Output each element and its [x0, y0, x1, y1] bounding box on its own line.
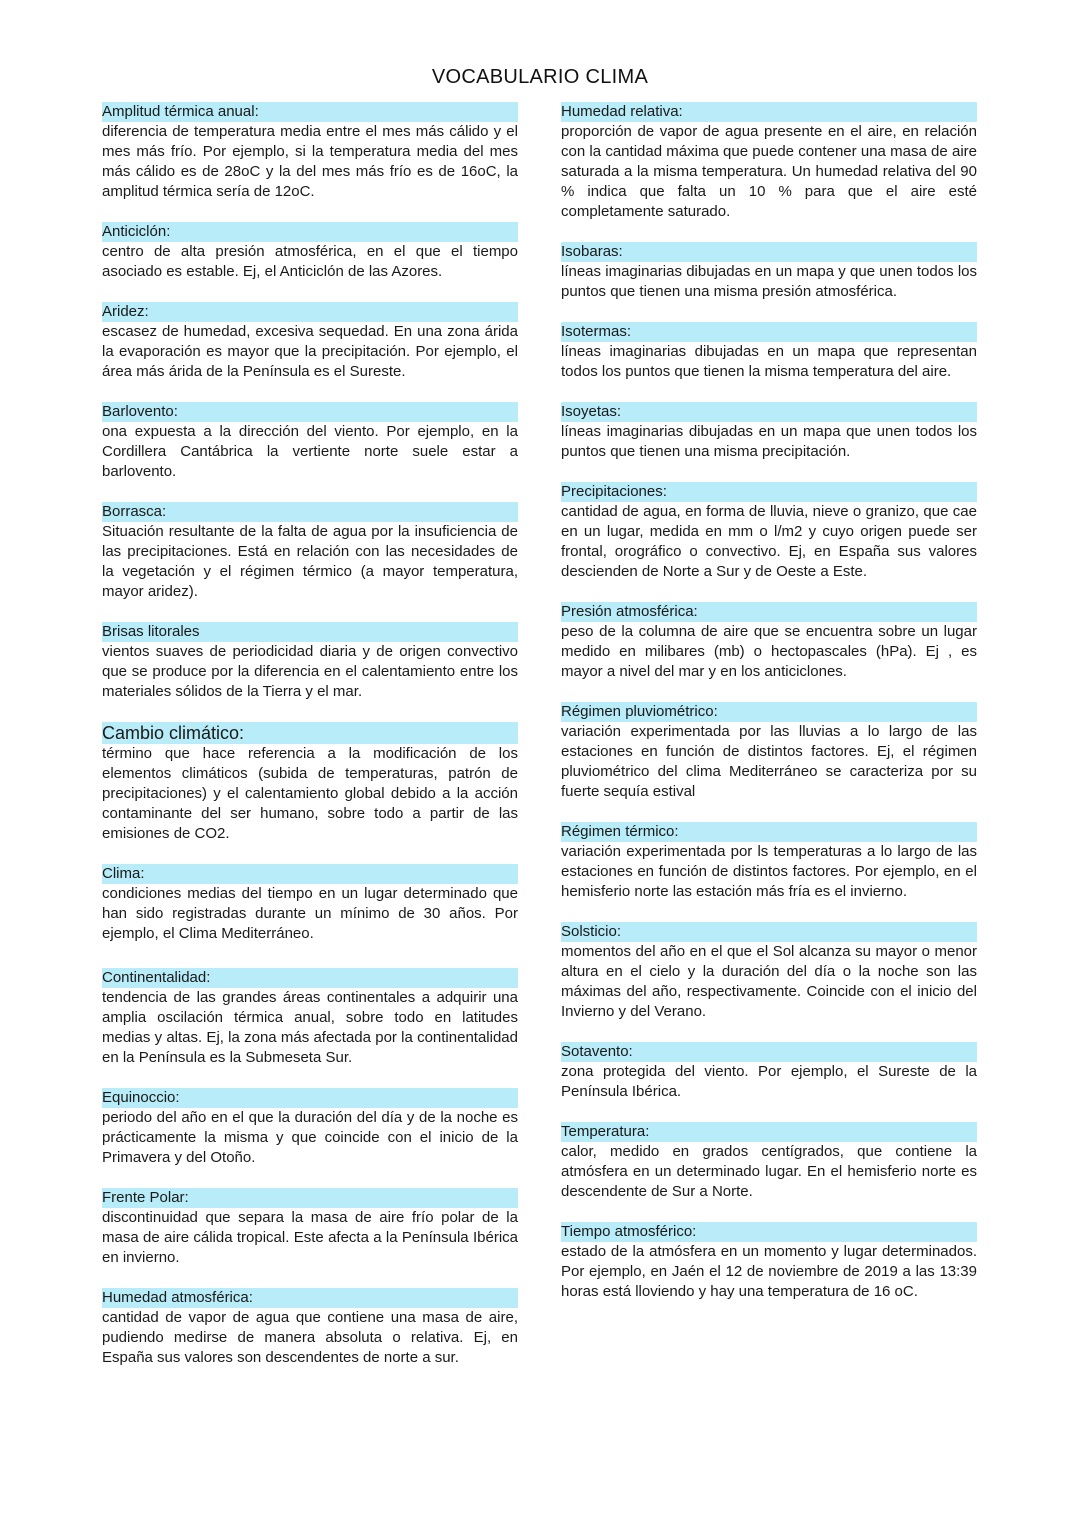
- glossary-entry: [102, 302, 518, 382]
- glossary-term: Presión atmosférica:: [561, 602, 977, 622]
- glossary-definition: momentos del año en el que el Sol alcanza su mayor o menor altura en el cielo y la duración del día o la noche son las máximas del año, respectivamente. Coincide con el inicio del Invierno y del Verano.: [561, 943, 977, 1020]
- glossary-definition: líneas imaginarias dibujadas en un mapa que unen todos los puntos que tienen una misma precipitación.: [561, 423, 977, 460]
- glossary-definition: proporción de vapor de agua presente en el aire, en relación con la cantidad máxima que puede contener una masa de aire saturada a la misma temperatura. Un humedad relativa del 90 % indica que falta un 10 % para que el aire esté completamente saturado.: [561, 123, 977, 220]
- glossary-term: Régimen pluviométrico:: [561, 702, 977, 722]
- glossary-definition: ona expuesta a la dirección del viento. Por ejemplo, en la Cordillera Cantábrica la vertiente norte suele estar a barlovento.: [102, 423, 518, 480]
- glossary-term: Temperatura:: [561, 1122, 977, 1142]
- glossary-entry: [561, 1122, 977, 1202]
- glossary-term: Equinoccio:: [102, 1088, 518, 1108]
- glossary-definition: líneas imaginarias dibujadas en un mapa que representan todos los puntos que tienen la misma temperatura del aire.: [561, 343, 977, 380]
- glossary-entry: [102, 1288, 518, 1368]
- glossary-definition: vientos suaves de periodicidad diaria y de origen convectivo que se produce por la diferencia en el calentamiento entre los materiales sólidos de la Tierra y el mar.: [102, 643, 518, 700]
- glossary-term: Frente Polar:: [102, 1188, 518, 1208]
- glossary-term: Sotavento:: [561, 1042, 977, 1062]
- glossary-term: Régimen térmico:: [561, 822, 977, 842]
- glossary-definition: cantidad de agua, en forma de lluvia, nieve o granizo, que cae en un lugar, medida en mm o l/m2 y cuyo origen puede ser frontal, orográfico o convectivo. Ej, en España sus valores descienden de Norte a Sur y de Oeste a Este.: [561, 503, 977, 580]
- glossary-definition: centro de alta presión atmosférica, en el que el tiempo asociado es estable. Ej, el Anticiclón de las Azores.: [102, 243, 518, 280]
- glossary-entry: [102, 502, 518, 602]
- glossary-definition: discontinuidad que separa la masa de aire frío polar de la masa de aire cálida tropical. Este afecta a la Península Ibérica en invierno.: [102, 1209, 518, 1266]
- glossary-definition: término que hace referencia a la modificación de los elementos climáticos (subida de temperaturas, patrón de precipitaciones) y el calentamiento global debido a la acción contaminante del ser humano, sobre todo a partir de las emisiones de CO2.: [102, 745, 518, 842]
- glossary-definition: escasez de humedad, excesiva sequedad. En una zona árida la evaporación es mayor que la precipitación. Por ejemplo, el área más árida de la Península es el Sureste.: [102, 323, 518, 380]
- glossary-entry: [102, 1088, 518, 1168]
- glossary-term: Aridez:: [102, 302, 518, 322]
- glossary-term: Isoyetas:: [561, 402, 977, 422]
- glossary-entry: [102, 222, 518, 282]
- glossary-term: Anticiclón:: [102, 222, 518, 242]
- glossary-definition: calor, medido en grados centígrados, que contiene la atmósfera en un determinado lugar. En el hemisferio norte es descendente de Sur a Norte.: [561, 1143, 977, 1200]
- glossary-term: Isobaras:: [561, 242, 977, 262]
- glossary-entry: [102, 1188, 518, 1268]
- glossary-entry: [561, 402, 977, 462]
- glossary-entry: [561, 102, 977, 222]
- right-column: [561, 102, 977, 1322]
- glossary-term: Barlovento:: [102, 402, 518, 422]
- glossary-entry: [102, 864, 518, 944]
- glossary-term: Brisas litorales: [102, 622, 518, 642]
- glossary-term: Cambio climático:: [102, 722, 518, 744]
- glossary-definition: variación experimentada por las lluvias a lo largo de las estaciones en función de distintos factores. Ej, el régimen pluviométrico del clima Mediterráneo se caracteriza por su fuerte sequía estival: [561, 723, 977, 800]
- glossary-definition: peso de la columna de aire que se encuentra sobre un lugar medido en milibares (mb) o hectopascales (hPa). Ej , es mayor a nivel del mar y en los anticiclones.: [561, 623, 977, 680]
- left-column: [102, 102, 518, 1388]
- glossary-entry: [102, 102, 518, 202]
- glossary-term: Amplitud térmica anual:: [102, 102, 518, 122]
- glossary-definition: zona protegida del viento. Por ejemplo, el Sureste de la Península Ibérica.: [561, 1063, 977, 1100]
- glossary-entry: [561, 242, 977, 302]
- glossary-entry: [561, 482, 977, 582]
- page-title: VOCABULARIO CLIMA: [431, 66, 649, 88]
- glossary-term: Tiempo atmosférico:: [561, 1222, 977, 1242]
- glossary-definition: variación experimentada por ls temperaturas a lo largo de las estaciones en función de distintos factores. Por ejemplo, en el hemisferio norte las estación más fría es el invierno.: [561, 843, 977, 900]
- glossary-entry: [561, 702, 977, 802]
- glossary-entry: [102, 722, 518, 844]
- glossary-definition: estado de la atmósfera en un momento y lugar determinados. Por ejemplo, en Jaén el 12 de noviembre de 2019 a las 13:39 horas está lloviendo y hay una temperatura de 16 oC.: [561, 1243, 977, 1300]
- glossary-entry: [102, 968, 518, 1068]
- glossary-term: Isotermas:: [561, 322, 977, 342]
- glossary-definition: diferencia de temperatura media entre el mes más cálido y el mes más frío. Por ejemplo, si la temperatura media del mes más cálido es de 28oC y la del mes más frío es de 16oC, la amplitud térmica sería de 12oC.: [102, 123, 518, 200]
- glossary-entry: [561, 1222, 977, 1302]
- glossary-term: Humedad atmosférica:: [102, 1288, 518, 1308]
- glossary-definition: periodo del año en el que la duración del día y de la noche es prácticamente la misma y que coincide con el inicio de la Primavera y del Otoño.: [102, 1109, 518, 1166]
- glossary-definition: condiciones medias del tiempo en un lugar determinado que han sido registradas durante un mínimo de 30 años. Por ejemplo, el Clima Mediterráneo.: [102, 885, 518, 942]
- glossary-entry: [102, 622, 518, 702]
- glossary-entry: [561, 322, 977, 382]
- glossary-entry: [561, 1042, 977, 1102]
- glossary-term: Precipitaciones:: [561, 482, 977, 502]
- glossary-entry: [561, 602, 977, 682]
- glossary-definition: tendencia de las grandes áreas continentales a adquirir una amplia oscilación térmica anual, sobre todo en latitudes medias y altas. Ej, la zona más afectada por la continentalidad en la Península es la Submeseta Sur.: [102, 989, 518, 1066]
- glossary-definition: cantidad de vapor de agua que contiene una masa de aire, pudiendo medirse de manera absoluta o relativa. Ej, en España sus valores son descendentes de norte a sur.: [102, 1309, 518, 1366]
- glossary-definition: Situación resultante de la falta de agua por la insuficiencia de las precipitaciones. Está en relación con las necesidades de la vegetación y el régimen térmico (a mayor temperatura, mayor aridez).: [102, 523, 518, 600]
- glossary-term: Humedad relativa:: [561, 102, 977, 122]
- glossary-entry: [561, 922, 977, 1022]
- glossary-term: Solsticio:: [561, 922, 977, 942]
- glossary-entry: [102, 402, 518, 482]
- glossary-term: Clima:: [102, 864, 518, 884]
- glossary-term: Continentalidad:: [102, 968, 518, 988]
- glossary-definition: líneas imaginarias dibujadas en un mapa y que unen todos los puntos que tienen una misma presión atmosférica.: [561, 263, 977, 300]
- glossary-entry: [561, 822, 977, 902]
- glossary-term: Borrasca:: [102, 502, 518, 522]
